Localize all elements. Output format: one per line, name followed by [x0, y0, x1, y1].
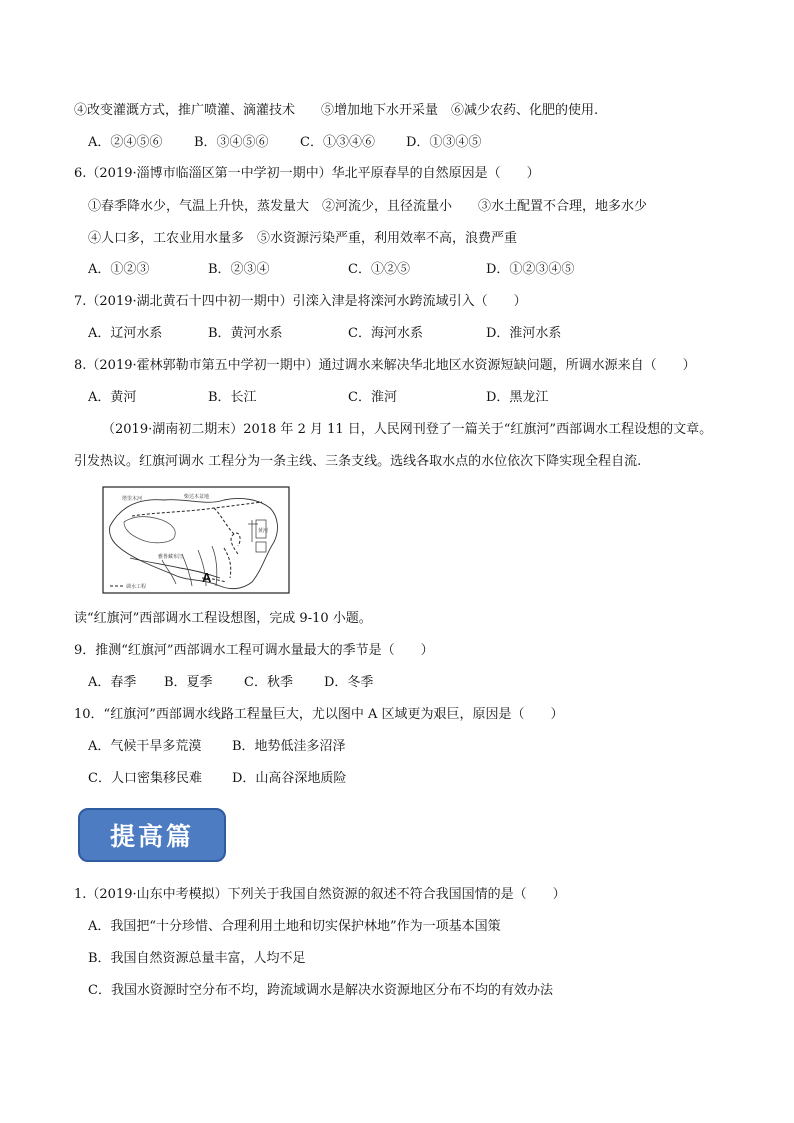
question-9-stem: 9．推测“红旗河”西部调水工程可调水量最大的季节是（ ）	[74, 643, 434, 658]
passage-line-1: （2019·湖南初二期末）2018 年 2 月 11 日，人民网刊登了一篇关于“红旗河”西部调水工程设想的文章。	[102, 422, 713, 437]
option-c[interactable]: C．①③④⑥	[300, 135, 375, 150]
q9-option-d[interactable]: D．冬季	[324, 675, 374, 690]
q9-option-c[interactable]: C．秋季	[244, 675, 293, 690]
option-a[interactable]: A．②④⑤⑥	[88, 135, 163, 150]
map-label-tarim: 塔里木河	[122, 496, 143, 502]
question-6-statements-2: ④人口多，工农业用水量多 ⑤水资源污染严重，利用效率不高，浪费严重	[88, 231, 518, 246]
q7-option-a[interactable]: A．辽河水系	[88, 326, 163, 341]
q8-option-b[interactable]: B．长江	[208, 390, 257, 405]
question-8-stem: 8.（2019·霍林郭勒市第五中学初一期中）通过调水来解决华北地区水资源短缺问题，所调水源来自（ ）	[74, 358, 696, 373]
map-label-yellow-river: 黄河	[258, 528, 269, 534]
passage-line-2: 引发热议。红旗河调水 工程分为一条主线、三条支线。选线各取水点的水位依次下降实现全程自流.	[74, 454, 642, 469]
adv-q1-option-c[interactable]: C．我国水资源时空分布不均，跨流域调水是解决水资源地区分布不均的有效办法	[88, 983, 553, 998]
water-diversion-map	[102, 486, 290, 594]
section-badge-label: 提高篇	[109, 822, 194, 851]
option-b[interactable]: B．③④⑤⑥	[194, 135, 269, 150]
q6-option-d[interactable]: D．①②③④⑤	[486, 262, 575, 277]
q10-option-b[interactable]: B．地势低洼多沼泽	[232, 739, 346, 754]
q7-option-c[interactable]: C．海河水系	[348, 326, 423, 341]
q7-option-d[interactable]: D．淮河水系	[486, 326, 562, 341]
question-10-stem: 10．“红旗河”西部调水线路工程量巨大，尤以图中 A 区域更为艰巨，原因是（ ）	[74, 707, 564, 722]
q9-option-a[interactable]: A．春季	[88, 675, 137, 690]
statement-4-6: ④改变灌溉方式，推广喷灌、滴灌技术 ⑤增加地下水开采量 ⑥减少农药、化肥的使用.	[74, 103, 599, 118]
q6-option-b[interactable]: B．②③④	[208, 262, 270, 277]
map-label-a: A	[202, 570, 212, 585]
q8-option-d[interactable]: D．黑龙江	[486, 390, 549, 405]
q8-option-c[interactable]: C．淮河	[348, 390, 397, 405]
q7-option-b[interactable]: B．黄河水系	[208, 326, 283, 341]
q10-option-a[interactable]: A．气候干旱多荒漠	[88, 739, 202, 754]
adv-q1-option-a[interactable]: A．我国把“十分珍惜、合理利用土地和切实保护林地”作为一项基本国策	[88, 919, 501, 934]
map-label-qaidam: 柴达木盆地	[184, 494, 210, 500]
question-6-stem: 6.（2019·淄博市临淄区第一中学初一期中）华北平原春旱的自然原因是（ ）	[74, 166, 540, 181]
q6-option-c[interactable]: C．①②⑤	[348, 262, 410, 277]
q6-option-a[interactable]: A．①②③	[88, 262, 150, 277]
question-6-statements-1: ①春季降水少，气温上升快，蒸发量大 ②河流少，且径流量小 ③水土配置不合理，地多水少	[88, 199, 648, 214]
option-d[interactable]: D．①③④⑤	[406, 135, 482, 150]
map-legend-label: 调水工程	[126, 584, 147, 590]
q8-option-a[interactable]: A．黄河	[88, 390, 137, 405]
map-label-yarlung: 雅鲁藏布江	[158, 554, 184, 560]
q9-option-b[interactable]: B．夏季	[164, 675, 213, 690]
question-7-stem: 7.（2019·湖北黄石十四中初一期中）引滦入津是将滦河水跨流域引入（ ）	[74, 294, 527, 309]
section-badge-advanced	[78, 808, 226, 862]
read-instruction: 读“红旗河”西部调水工程设想图，完成 9-10 小题。	[74, 611, 372, 626]
q10-option-c[interactable]: C．人口密集移民难	[88, 771, 202, 786]
advanced-question-1-stem: 1.（2019·山东中考模拟）下列关于我国自然资源的叙述不符合我国国情的是（ ）	[74, 887, 566, 902]
q10-option-d[interactable]: D．山高谷深地质险	[232, 771, 347, 786]
adv-q1-option-b[interactable]: B．我国自然资源总量丰富，人均不足	[88, 951, 306, 966]
